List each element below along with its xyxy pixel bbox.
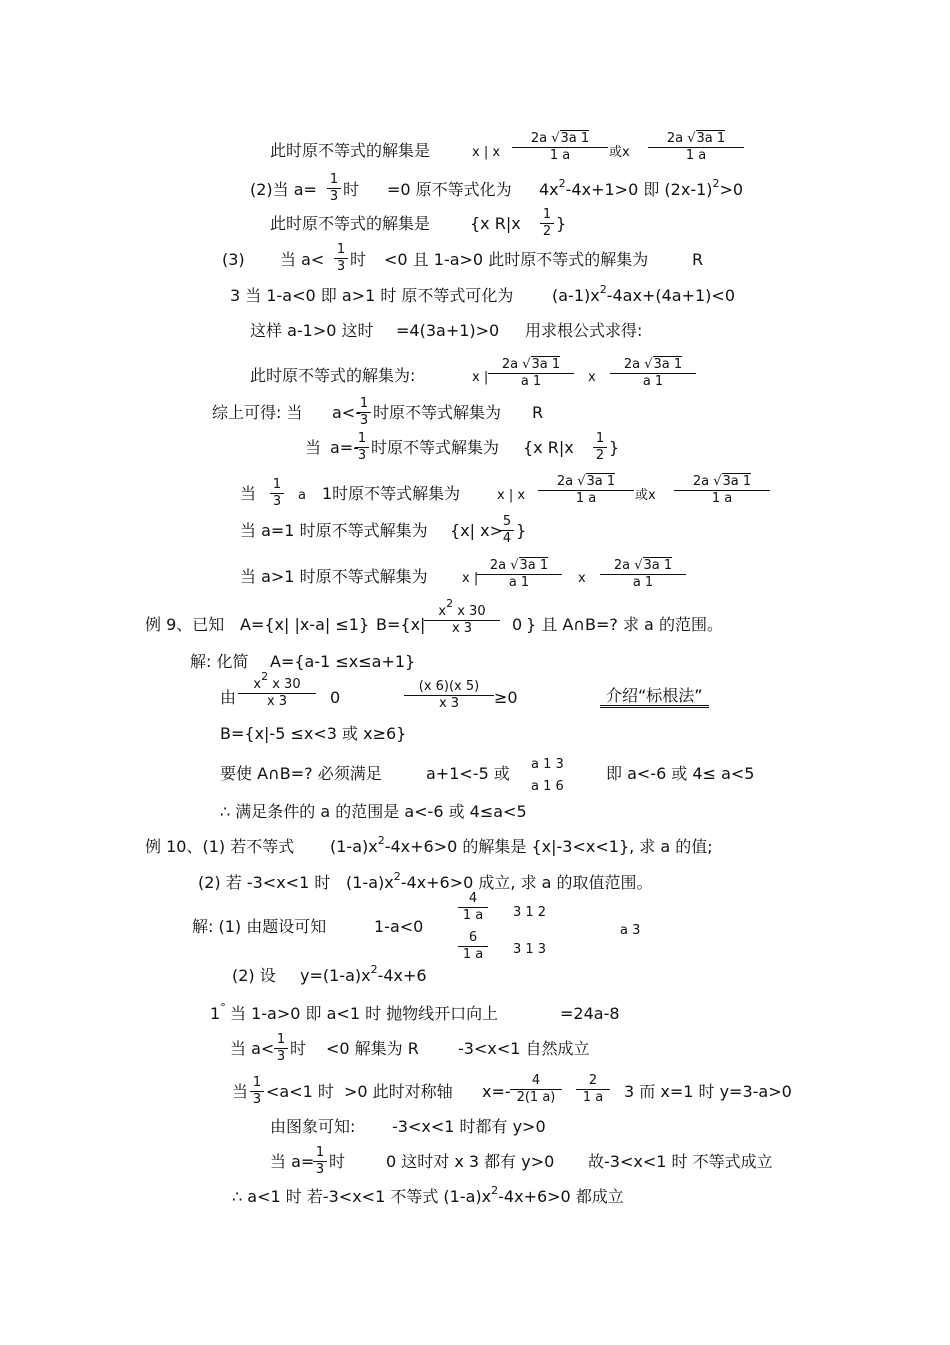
set-a: A={x| |x-a| ≤1} — [240, 615, 370, 634]
summary-text: 综上可得: 当 — [212, 403, 303, 422]
fraction-five-fourths: 5 4 — [500, 514, 514, 547]
fraction-one-third: 1 3 — [355, 431, 369, 464]
text: 故-3<x<1 时 不等式成立 — [588, 1152, 773, 1171]
text: A={a-1 ≤x≤a+1} — [270, 652, 416, 671]
text: 当 a< — [230, 1039, 275, 1058]
system-row: 3 1 3 — [513, 942, 547, 957]
text: 1-a<0 — [374, 917, 424, 936]
text: 0 — [512, 615, 523, 634]
case-3-label: (3) — [222, 250, 245, 269]
fraction: 4 2(1 a) — [510, 1073, 562, 1106]
text: 这样 a-1>0 这时 — [250, 321, 374, 340]
text: =0 原不等式化为 — [387, 180, 512, 199]
text: $(1-a)x^2-4x+6>0$ 成立, 求 a 的取值范围。 — [346, 870, 653, 892]
fraction-one-half: 1 2 — [540, 207, 554, 240]
text: 当 a= — [270, 1152, 315, 1171]
fraction: 2a √3a 1 a 1 — [600, 558, 686, 591]
solution-label: 解: 化简 — [190, 652, 249, 671]
fraction-one-third: 1 3 — [250, 1075, 264, 1108]
text: a — [298, 488, 306, 503]
text: $(a-1)x^2-4ax+(4a+1)<0$ — [552, 283, 735, 305]
fraction-one-third: 1 3 — [357, 396, 371, 429]
text: 3 而 x=1 时 y=3-a>0 — [624, 1082, 792, 1101]
final-conclusion: ∴ a<1 时 若-3<x<1 不等式 $(1-a)x^2-4x+6>0$ 都成立 — [232, 1184, 624, 1206]
system-row: a 1 6 — [531, 779, 564, 794]
or-text: 或x — [635, 488, 656, 503]
text: 要使 A∩B=? 必须满足 — [220, 764, 382, 783]
fraction-one-third: 1 3 — [327, 172, 341, 205]
text: (2) 设 — [232, 966, 276, 985]
text: 当 a< — [280, 250, 325, 269]
text: 由 — [220, 688, 237, 707]
conclusion: ∴ 满足条件的 a 的范围是 a<-6 或 4≤a<5 — [220, 802, 527, 821]
fraction: 2a √3a 1 1 a — [512, 131, 608, 164]
text: 0 这时对 x 3 都有 y>0 — [386, 1152, 555, 1171]
set-notation: {x R|x — [470, 214, 521, 233]
text: 当 — [305, 438, 322, 457]
fraction: 2a √3a 1 1 a — [648, 131, 744, 164]
text: 当 1-a>0 即 a<1 时 抛物线开口向上 — [230, 1004, 499, 1023]
fraction-one-third: 1 3 — [270, 477, 284, 510]
solution-set-line: 此时原不等式的解集是 — [270, 141, 431, 160]
system-row: a 1 3 — [531, 757, 564, 772]
fraction-one-third: 1 3 — [334, 242, 348, 275]
solution-set-line: 此时原不等式的解集是 — [270, 214, 431, 233]
fraction: 2a √3a 1 a 1 — [610, 357, 696, 390]
or-text: 或x — [609, 145, 630, 160]
text: x — [578, 571, 586, 586]
set-notation: x | — [462, 571, 479, 586]
text: 时 — [343, 180, 360, 199]
case-2-label: (2)当 a= — [250, 180, 317, 199]
fraction-one-third: 1 3 — [274, 1032, 288, 1065]
fraction: 4 1 a — [458, 891, 488, 924]
text: $y=(1-a)x^2-4x+6$ — [300, 963, 427, 985]
fraction: $x^2$ x 30 x 3 — [238, 677, 316, 710]
fraction-one-half: 1 2 — [593, 431, 607, 464]
text: >0 此时对称轴 — [344, 1082, 453, 1101]
text: R — [692, 250, 704, 269]
text: 时 — [350, 250, 367, 269]
text: } 且 A∩B=? 求 a 的范围。 — [526, 615, 723, 634]
set-notation: x | — [472, 370, 489, 385]
result: a 3 — [620, 923, 641, 938]
text: $4x^2-4x+1>0$ 即 $(2x-1)^2>0$ — [539, 177, 744, 199]
set-notation: {x R|x — [523, 438, 574, 457]
text: =4(3a+1)>0 — [396, 321, 500, 340]
set-notation: {x| x> — [450, 521, 503, 540]
example-9-title: 例 9、已知 — [145, 615, 225, 634]
text: ≥0 — [494, 688, 518, 707]
text: a<- — [332, 403, 361, 422]
fraction: 2a √3a 1 a 1 — [488, 357, 574, 390]
text: $(1-a)x^2-4x+6>0$ 的解集是 {x|-3<x<1}, 求 a 的值; — [330, 834, 713, 856]
fraction: $x^2$ x 30 x 3 — [424, 604, 500, 637]
text: 0 — [330, 688, 341, 707]
case-number: 1° — [210, 1001, 226, 1023]
text: <0 解集为 R — [326, 1039, 419, 1058]
text: 用求根公式求得: — [525, 321, 643, 340]
solution-set-line: 此时原不等式的解集为: — [250, 366, 416, 385]
text: 当 a>1 时原不等式解集为 — [240, 567, 428, 586]
fraction: 2 1 a — [576, 1073, 610, 1106]
text: 时原不等式解集为 — [371, 438, 500, 457]
text: (2) 若 -3<x<1 时 — [198, 873, 331, 892]
text: } — [556, 214, 567, 233]
text: <a<1 时 — [266, 1082, 334, 1101]
set-notation: x | x — [497, 488, 526, 503]
fraction-one-third: 1 3 — [313, 1145, 327, 1178]
text: a+1<-5 或 — [426, 764, 510, 783]
fraction: 2a √3a 1 1 a — [674, 474, 770, 507]
text: 由图象可知: — [270, 1117, 356, 1136]
text: 1时原不等式解集为 — [322, 484, 461, 503]
text: 当 — [240, 484, 257, 503]
fraction: 6 1 a — [458, 930, 488, 963]
case-text: 3 当 1-a<0 即 a>1 时 原不等式可化为 — [230, 286, 514, 305]
text: x — [588, 370, 596, 385]
text: 时 — [329, 1152, 346, 1171]
text: 时 — [290, 1039, 307, 1058]
set-notation: x | x — [472, 145, 501, 160]
text: =24a-8 — [560, 1004, 620, 1023]
text: <0 且 1-a>0 此时原不等式的解集为 — [384, 250, 649, 269]
text: } — [609, 438, 620, 457]
fraction: 2a √3a 1 1 a — [538, 474, 634, 507]
text: -3<x<1 时都有 y>0 — [392, 1117, 546, 1136]
example-10-title: 例 10、(1) 若不等式 — [145, 837, 295, 856]
system-row: 3 1 2 — [513, 905, 547, 920]
text: 当 a=1 时原不等式解集为 — [240, 521, 428, 540]
set-b: B={x| — [376, 615, 426, 634]
set-b-result: B={x|-5 ≤x<3 或 x≥6} — [220, 724, 407, 743]
text: R — [532, 403, 544, 422]
text: -3<x<1 自然成立 — [458, 1039, 590, 1058]
fraction: 2a √3a 1 a 1 — [476, 558, 562, 591]
solution-label: 解: (1) 由题设可知 — [192, 917, 327, 936]
text: x=- — [482, 1082, 511, 1101]
text: 时原不等式解集为 — [373, 403, 502, 422]
text: } — [516, 521, 527, 540]
method-note: 介绍“标根法” — [600, 686, 709, 706]
fraction: (x 6)(x 5) x 3 — [404, 679, 494, 712]
text: 即 a<-6 或 4≤ a<5 — [606, 764, 755, 783]
text: a=- — [330, 438, 359, 457]
text: 当 — [232, 1082, 249, 1101]
